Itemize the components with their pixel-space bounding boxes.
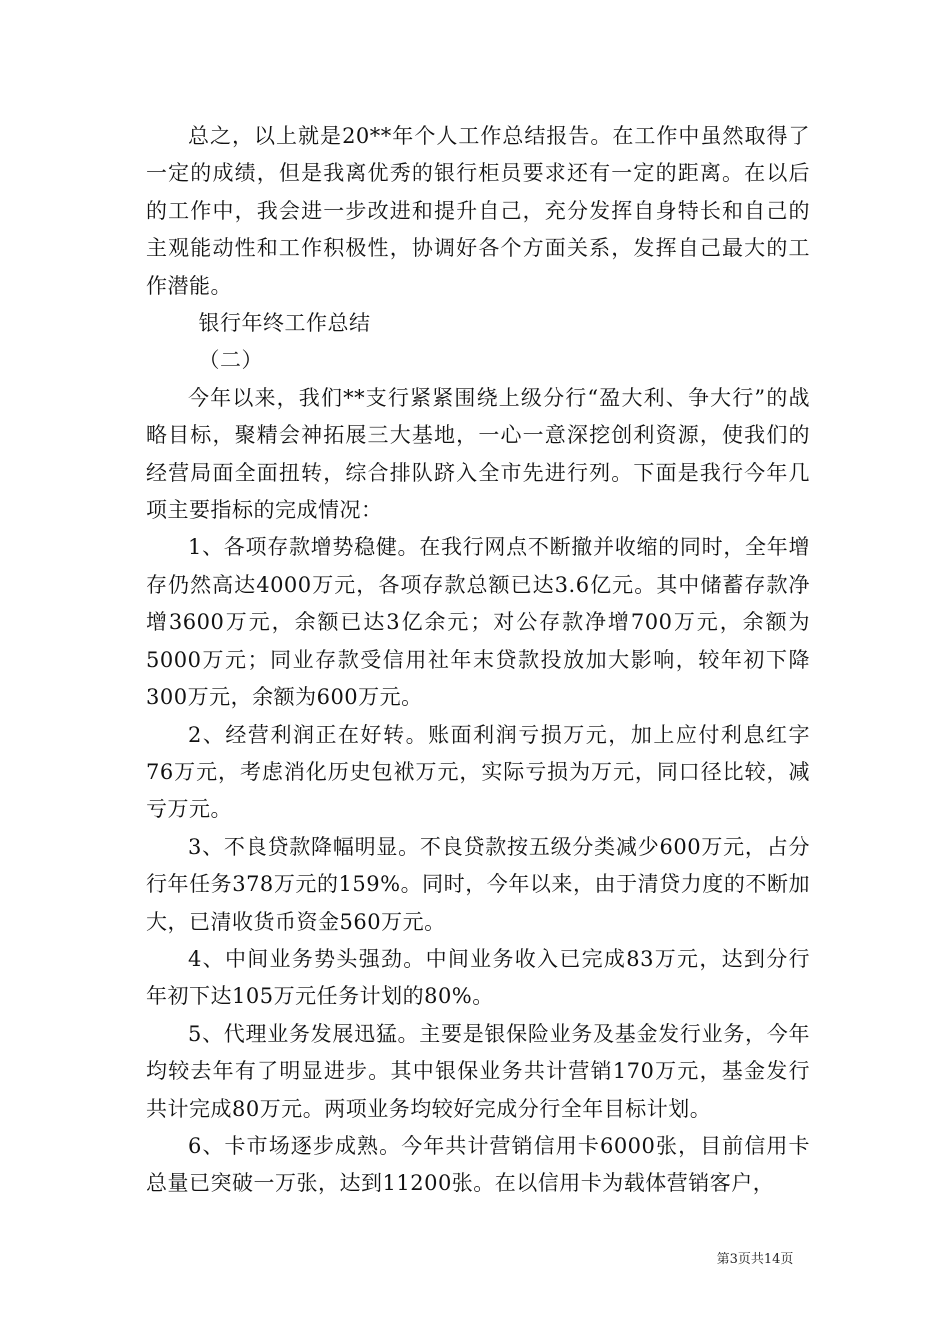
document-body: [146, 118, 810, 1203]
paragraph-item-2: 2、经营利润正在好转。账面利润亏损万元，加上应付利息红字76万元，考虑消化历史包袱万元，实际亏损为万元，同口径比较，减亏万元。: [146, 722, 810, 822]
paragraph-item-1: 1、各项存款增势稳健。在我行网点不断撤并收缩的同时，全年增存仍然高达4000万元，各项存款总额已达3.6亿元。其中储蓄存款净增3600万元，余额已达3亿余元；对公存款净增700万元，余额为5000万元；同业存款受信用社年末贷款投放加大影响，较年初下降300万元，余额为600万元。: [146, 535, 810, 710]
section-title: 银行年终工作总结: [198, 311, 371, 336]
paragraph-item-3: 3、不良贷款降幅明显。不良贷款按五级分类减少600万元，占分行年任务378万元的159%。同时，今年以来，由于清贷力度的不断加大，已清收货币资金560万元。: [146, 834, 810, 934]
section-number: （二）: [198, 348, 263, 373]
page-number-footer: 第3页共14页: [716, 1252, 794, 1267]
paragraph-item-5: 5、代理业务发展迅猛。主要是银保险业务及基金发行业务，今年均较去年有了明显进步。其中银保业务共计营销170万元，基金发行共计完成80万元。两项业务均较好完成分行全年目标计划。: [146, 1021, 810, 1121]
paragraph-intro: 今年以来，我们**支行紧紧围绕上级分行“盈大利、争大行”的战略目标，聚精会神拓展三大基地，一心一意深挖创利资源，使我们的经营局面全面扭转，综合排队跻入全市先进行列。下面是我行今年几项主要指标的完成情况：: [146, 385, 810, 523]
paragraph-item-4: 4、中间业务势头强劲。中间业务收入已完成83万元，达到分行年初下达105万元任务计划的80%。: [146, 946, 810, 1009]
paragraph-conclusion: 总之，以上就是20**年个人工作总结报告。在工作中虽然取得了一定的成绩，但是我离优秀的银行柜员要求还有一定的距离。在以后的工作中，我会进一步改进和提升自己，充分发挥自身特长和自己的主观能动性和工作积极性，协调好各个方面关系，发挥自己最大的工作潜能。: [146, 124, 810, 298]
paragraph-item-6: 6、卡市场逐步成熟。今年共计营销信用卡6000张，目前信用卡总量已突破一万张，达到11200张。在以信用卡为载体营销客户，: [146, 1133, 810, 1196]
